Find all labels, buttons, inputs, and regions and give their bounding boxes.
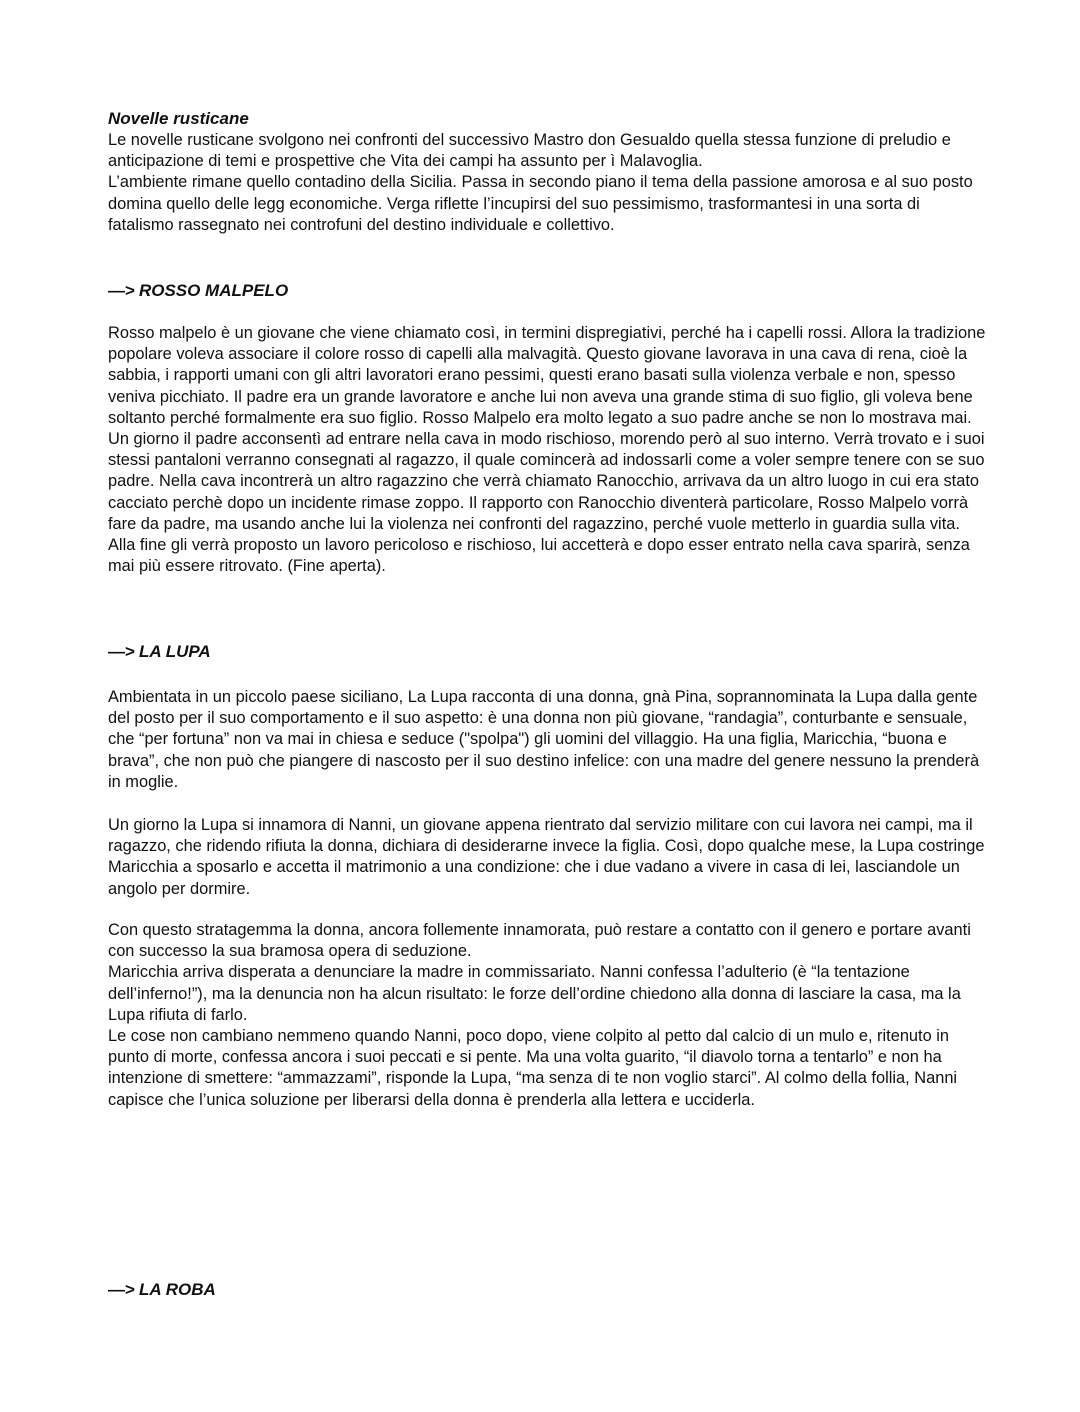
section-heading-label: ROSSO MALPELO (138, 281, 289, 300)
section-body-rosso-malpelo (108, 323, 988, 577)
section-heading-la-roba (108, 1279, 216, 1301)
section-paragraph: Maricchia arriva disperata a denunciare la madre in commissariato. Nanni confessa l’adulterio (è “la tentazione dell’inferno!”), ma la denuncia non ha alcun risultato: le forze dell’ordine chiedono alla donna di lasciare la casa, ma la Lupa rifiuta di farlo. (108, 963, 961, 1024)
intro-paragraph: Le novelle rusticane svolgono nei confronti del successivo Mastro don Gesualdo quella stessa funzione di preludio e anticipazione di temi e prospettive che Vita dei campi ha assunto per ì Malavoglia. (108, 131, 951, 171)
section-heading-la-lupa (108, 641, 211, 663)
arrow-icon: —> (108, 642, 135, 661)
section-paragraph: Un giorno la Lupa si innamora di Nanni, un giovane appena rientrato dal servizio militare con cui lavora nei campi, ma il ragazzo, che ridendo rifiuta la donna, dichiara di desiderarne invece la figlia. Così, dopo qualche mese, la Lupa costringe Maricchia a sposarlo e accetta il matrimonio a una condizione: che i due vadano a vivere in casa di lei, lasciandole un angolo per dormire. (108, 816, 985, 898)
section-paragraph: Le cose non cambiano nemmeno quando Nanni, poco dopo, viene colpito al petto dal calcio di un mulo e, ritenuto in punto di morte, confessa ancora i suoi peccati e si pente. Ma una volta guarito, “il diavolo torna a tentarlo” e non ha intenzione di smettere: “ammazzami”, risponde la Lupa, “ma senza di te non voglio starci”. Al colmo della follia, Nanni capisce che l’unica soluzione per liberarsi della donna è prenderla alla lettera e ucciderla. (108, 1027, 958, 1109)
section-body-la-lupa-2 (108, 815, 988, 900)
section-body-la-lupa-3 (108, 920, 988, 1111)
section-heading-label: LA ROBA (138, 1280, 216, 1299)
section-paragraph: Con questo stratagemma la donna, ancora follemente innamorata, può restare a contatto con il genero e portare avanti con successo la sua bramosa opera di seduzione. (108, 921, 971, 961)
arrow-icon: —> (108, 281, 135, 300)
section-heading-rosso-malpelo (108, 280, 288, 302)
intro-paragraph-2: L’ambiente rimane quello contadino della Sicilia. Passa in secondo piano il tema della passione amorosa e al suo posto domina quello delle legg economiche. Verga riflette l’incupirsi del suo pessimismo, trasformantesi in una sorta di fatalismo rassegnato nei controfuni del destino individuale e collettivo. (108, 173, 973, 234)
section-body-la-lupa-1 (108, 687, 988, 793)
document-title: Novelle rusticane (108, 109, 249, 128)
arrow-icon: —> (108, 1280, 135, 1299)
intro-block (108, 130, 988, 236)
section-heading-label: LA LUPA (138, 642, 211, 661)
section-paragraph: Ambientata in un piccolo paese siciliano, La Lupa racconta di una donna, gnà Pina, soprannominata la Lupa dalla gente del posto per il suo comportamento e il suo aspetto: è una donna non più giovane, “randagia”, conturbante e sensuale, che “per fortuna” non va mai in chiesa e seduce ("spolpa") gli uomini del villaggio. Ha una figlia, Maricchia, “buona e brava”, che non può che piangere di nascosto per il suo destino infelice: con una madre del genere nessuno la prenderà in moglie. (108, 688, 980, 791)
section-paragraph: Rosso malpelo è un giovane che viene chiamato così, in termini dispregiativi, perché ha i capelli rossi. Allora la tradizione popolare voleva associare il colore rosso di capelli alla malvagità. Questo giovane lavorava in una cava di rena, cioè la sabbia, i rapporti umani con gli altri lavoratori erano pessimi, questi erano basati sulla violenza verbale e non, spesso veniva picchiato. Il padre era un grande lavoratore e anche lui non aveva una grande stima di suo figlio, gli voleva bene soltanto perché formalmente era suo figlio. Rosso Malpelo era molto legato a suo padre anche se non lo mostrava mai. Un giorno il padre acconsentì ad entrare nella cava in modo rischioso, morendo però al suo interno. Verrà trovato e i suoi stessi pantaloni verranno consegnati al ragazzo, il quale comincerà ad indossarli come a voler sempre tenere con se suo padre. Nella cava incontrerà un altro ragazzino che verrà chiamato Ranocchio, arrivava da un altro luogo in cui era stato cacciato perchè dopo un incidente rimase zoppo. Il rapporto con Ranocchio diventerà particolare, Rosso Malpelo vorrà fare da padre, ma usando anche lui la violenza nei confronti del ragazzino, perché vuole metterlo in guardia sulla vita. Alla fine gli verrà proposto un lavoro pericoloso e rischioso, lui accetterà e dopo esser entrato nella cava sparirà, senza mai più essere ritrovato. (Fine aperta). (108, 324, 986, 576)
